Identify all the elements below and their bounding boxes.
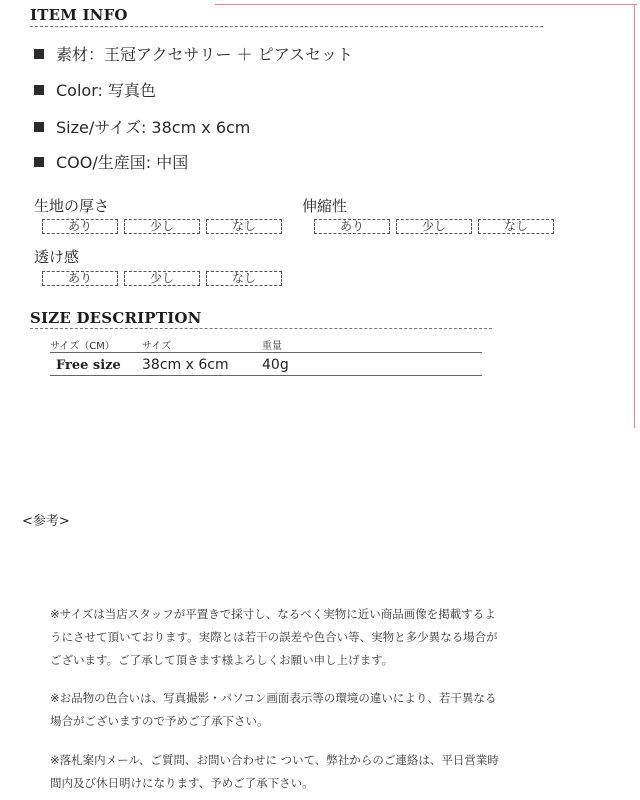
size-table-cell-size-name: Free size [56,358,121,373]
size-table-cell-dimensions: 38cm x 6cm [142,357,229,373]
note-line: 場合がございますので予めご了承下さい。 [50,714,269,728]
note-line: 間内及び休日明けになります、予めご了承下さい。 [50,776,314,790]
size-table-cell-weight: 40g [262,357,289,373]
note-line: ※サイズは当店スタッフが平置きで採寸し、なるべく実物に近い商品画像を掲載するよ [50,607,496,621]
reference-note-color [50,687,570,733]
note-line: ございます。ご了承して頂きます様よろしくお願い申し上げます。 [50,653,394,667]
bullet-square-icon [34,85,44,95]
sheer-options [42,271,288,286]
note-line: ※落札案内メール、ご質問、お問い合わせに ついて、弊社からのご連絡は、平日営業時 [50,753,499,767]
size-table-header-size-cm: サイズ（CM） [50,341,115,352]
size-description-title: SIZE DESCRIPTION [30,309,202,327]
thickness-options [42,219,288,234]
item-info-row-color [34,78,156,101]
stretch-label: 伸縮性 [302,197,348,215]
bullet-square-icon [34,157,44,167]
sheer-label: 透け感 [34,248,80,266]
sheer-option-yes: あり [42,271,118,286]
size-table-header-weight: 重量 [262,341,282,352]
item-info-text: Color: 写真色 [56,81,156,100]
stretch-options [314,219,560,234]
sheer-option-no: なし [206,271,282,286]
item-info-row-size [34,115,250,138]
item-info-row-origin [34,150,188,173]
reference-note-size [50,603,570,672]
thickness-option-no: なし [206,219,282,234]
stretch-option-some: 少し [396,219,472,234]
stretch-option-no: なし [478,219,554,234]
stretch-option-yes: あり [314,219,390,234]
reference-label: <参考> [22,514,70,529]
item-info-text: COO/生産国: 中国 [56,153,189,172]
sheer-option-some: 少し [124,271,200,286]
note-line: ※お品物の色合いは、写真撮影・パソコン画面表示等の環境の違いにより、若干異なる [50,691,497,705]
decorative-frame-top [215,4,637,5]
decorative-frame-right [634,4,635,428]
thickness-option-yes: あり [42,219,118,234]
item-info-title: ITEM INFO [30,6,128,24]
size-table-header-line [50,352,482,353]
item-info-text: Size/サイズ: 38cm x 6cm [56,118,251,137]
size-table-row-line [50,375,482,376]
size-description-divider [30,328,492,329]
note-line: うにさせて頂いております。実際とは若干の誤差や色合い等、実物と多少異なる場合が [50,630,498,644]
bullet-square-icon [34,122,44,132]
bullet-square-icon [34,49,44,59]
thickness-label: 生地の厚さ [34,197,110,215]
size-table-header-size: サイズ [142,341,172,352]
thickness-option-some: 少し [124,219,200,234]
reference-note-contact [50,749,570,795]
item-info-row-material [34,42,353,65]
item-info-divider [30,26,543,27]
item-info-text: 素材：王冠アクセサリー ＋ ピアスセット [56,45,354,64]
